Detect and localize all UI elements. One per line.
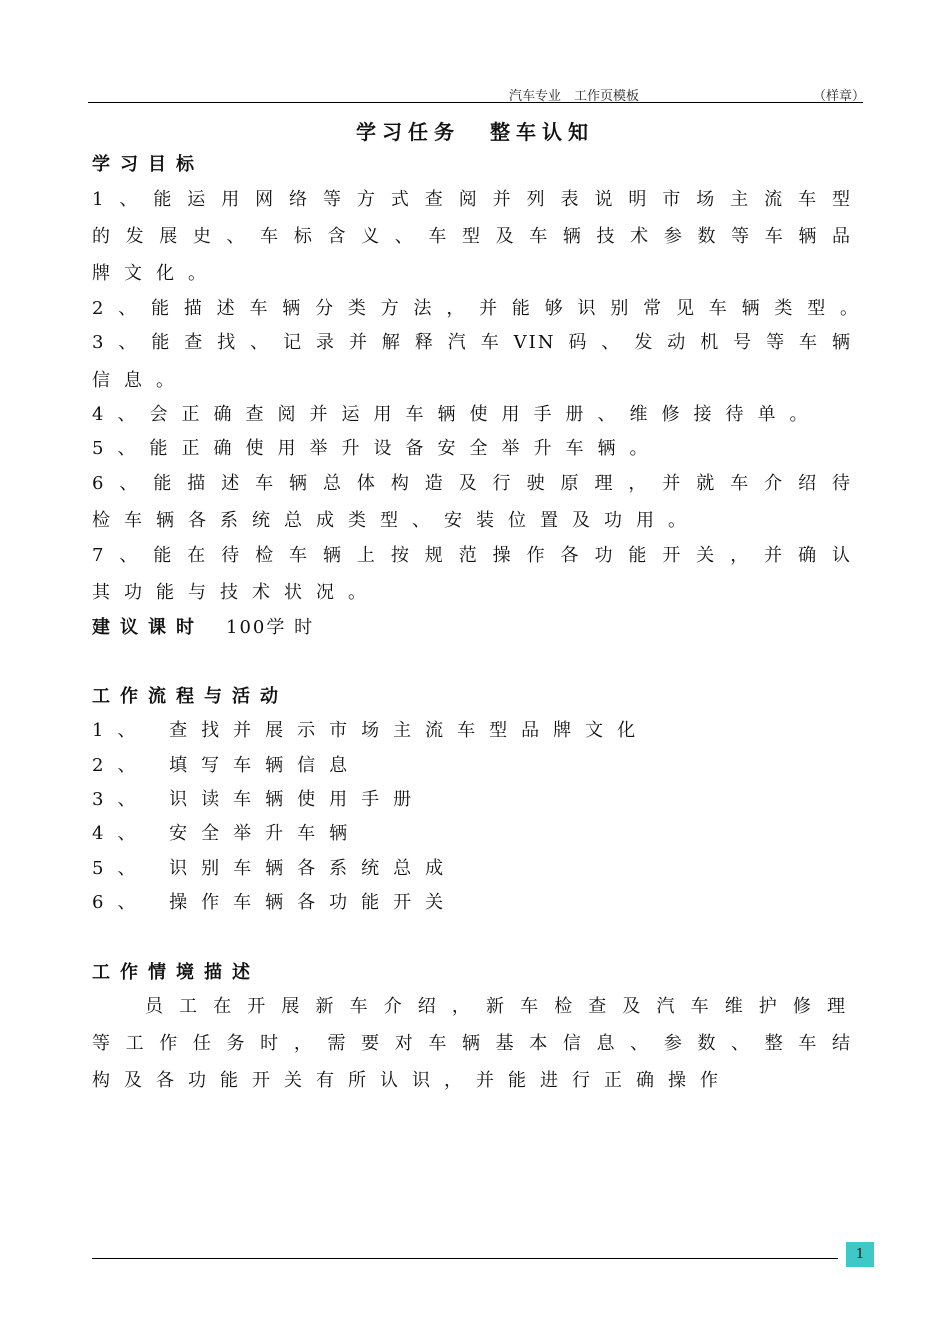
scenario-line: 构及各功能开关有所认识，并能进行正确操作 [92, 1070, 732, 1091]
workflow-item: 4、 安全举升车辆 [92, 823, 362, 844]
footer-rule [92, 1258, 838, 1259]
objective-line: 6、能描述车辆总体构造及行驶原理，并就车介绍待 [92, 473, 852, 494]
workflow-item: 5、 识别车辆各系统总成 [92, 858, 458, 879]
objective-line: 信息。 [92, 370, 188, 391]
workflow-item: 6、 操作车辆各功能开关 [92, 892, 458, 913]
scenario-heading: 工作情境描述 [92, 962, 260, 983]
objective-line: 3、能查找、记录并解释汽车VIN码、发动机号等车辆 [92, 332, 852, 353]
objective-line: 的发展史、车标含义、车型及车辆技术参数等车辆品 [92, 226, 852, 247]
workflow-item: 2、 填写车辆信息 [92, 755, 362, 776]
workflow-heading: 工作流程与活动 [92, 686, 288, 707]
hours-label: 建议课时 [92, 617, 204, 638]
title-task-name: 整车认知 [490, 120, 594, 144]
workflow-item: 1、 查找并展示市场主流车型品牌文化 [92, 720, 650, 741]
header-sample-label: （样章） [813, 89, 866, 104]
workflow-item: 3、 识读车辆使用手册 [92, 789, 426, 810]
hours-row [92, 617, 852, 639]
objectives-heading: 学习目标 [92, 154, 204, 175]
page-number-badge: 1 [846, 1242, 874, 1267]
objective-line: 牌文化。 [92, 263, 220, 284]
objective-line: 检车辆各系统总成类型、安装位置及功用。 [92, 510, 700, 531]
objective-line: 其功能与技术状况。 [92, 582, 380, 603]
header-rule [88, 102, 863, 103]
objective-line: 5、能正确使用举升设备安全举升车辆。 [92, 438, 662, 459]
scenario-line: 等工作任务时，需要对车辆基本信息、参数、整车结 [92, 1033, 852, 1054]
objective-line: 4、会正确查阅并运用车辆使用手册、维修接待单。 [92, 404, 822, 425]
title-task-label: 学习任务 [356, 120, 460, 144]
objective-line: 7、能在待检车辆上按规范操作各功能开关，并确认 [92, 545, 852, 566]
page-title [0, 116, 950, 145]
hours-value: 100学 时 [226, 617, 315, 638]
scenario-line: 员工在开展新车介绍，新车检查及汽车维护修理 [145, 996, 847, 1017]
header-doc-label: 汽车专业 工作页模板 [509, 89, 640, 104]
objective-line: 1、能运用网络等方式查阅并列表说明市场主流车型 [92, 189, 852, 210]
objective-line: 2、能描述车辆分类方法，并能够识别常见车辆类型。 [92, 298, 860, 319]
